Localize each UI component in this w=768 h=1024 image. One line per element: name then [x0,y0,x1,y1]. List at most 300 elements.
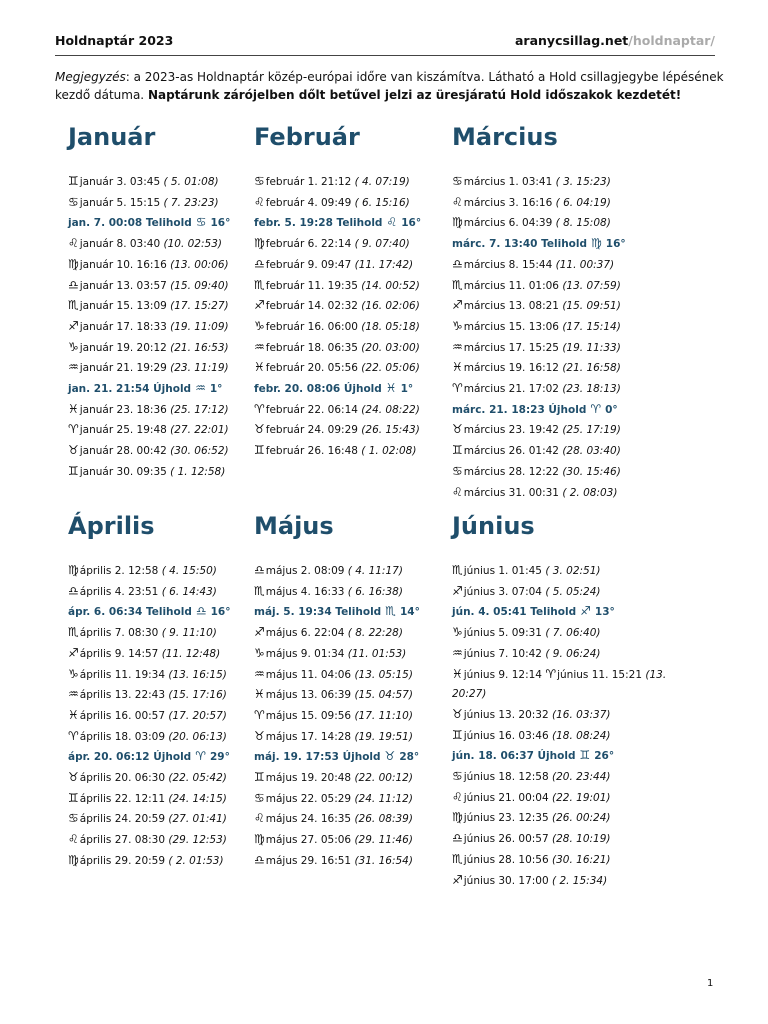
pisces-icon: ♓ [68,707,79,722]
sign-entry-date: január 13. 03:57 [79,279,167,292]
sign-entry-row [452,193,682,214]
sign-entry-row [452,561,682,582]
void-of-course-time: (11. 12:48) [161,647,221,660]
sagittarius-icon: ♐ [68,645,79,660]
sign-entry-date: június 30. 17:00 [463,874,549,887]
void-of-course-time: (17. 11:10) [354,709,413,722]
sign-entry-date: április 16. 00:57 [79,709,166,722]
page-header [55,33,715,56]
sign-entry-date: február 22. 06:14 [265,403,358,416]
note-label: Megjegyzés [55,70,126,84]
sign-entry-date: március 13. 08:21 [463,300,559,313]
sign-entry-date: január 25. 19:48 [79,424,167,437]
sign-entry-date: június 18. 12:58 [463,771,549,784]
phase-degree: 14° [399,606,420,619]
void-of-course-time: (15. 17:16) [168,689,227,702]
void-of-course-time: (19. 11:09) [170,320,229,333]
phase-degree: 16° [210,217,231,230]
pisces-icon: ♓ [68,401,79,416]
sign-entry-row [254,255,484,276]
void-of-course-time: ( 4. 07:19) [354,176,410,188]
void-of-course-time: (29. 11:46) [354,834,413,847]
void-of-course-time: (26. 15:43) [361,424,420,437]
sign-entry-date: március 6. 04:39 [463,217,553,230]
sign-entry-date: január 10. 16:16 [79,258,167,271]
sign-entry-date: május 15. 09:56 [265,709,352,722]
month-may [254,511,484,872]
void-of-course-time: ( 6. 16:38) [347,585,403,598]
libra-icon: ♎ [452,831,463,846]
sign-entry-date: április 18. 03:09 [79,730,166,743]
sign-entry-date: április 20. 06:30 [79,772,166,785]
sign-entry-date: március 17. 15:25 [463,341,559,354]
sign-entry-date: február 14. 02:32 [265,300,358,313]
sign-entry-row [254,809,484,830]
leo-icon: ♌ [452,484,463,499]
void-of-course-time: ( 6. 15:16) [354,196,410,209]
sign-entry-row [254,623,484,644]
sign-entry-date: február 20. 05:56 [265,362,358,375]
month-june [452,511,682,891]
leo-icon: ♌ [386,215,398,230]
sagittarius-icon: ♐ [254,298,265,313]
sign-entry-date: május 2. 08:09 [265,565,345,577]
sign-entry-date: január 15. 13:09 [79,300,167,313]
sign-entry-date: január 3. 03:45 [79,176,161,188]
sign-entry-row [254,789,484,810]
void-of-course-time: (30. 15:46) [562,465,621,478]
aquarius-icon: ♒ [452,645,463,660]
void-of-course-time: ( 6. 04:19) [555,196,611,209]
sign-entry-row [452,788,682,809]
cancer-icon: ♋ [254,174,265,188]
entry-list [254,561,484,872]
gemini-icon: ♊ [254,443,265,458]
pisces-icon: ♓ [254,687,265,702]
sign-entry-row [254,338,484,359]
sign-entry-date: január 19. 20:12 [79,341,167,354]
leo-icon: ♌ [68,832,79,847]
sign-entry-row [452,172,682,193]
phase-degree: 1° [209,383,223,396]
phase-text: ápr. 20. 06:12 Újhold [68,751,192,764]
month-february [254,122,484,462]
virgo-icon: ♍ [68,852,79,867]
cancer-icon: ♋ [452,174,463,188]
scorpio-icon: ♏ [68,298,79,313]
void-of-course-time: (29. 12:53) [168,834,227,847]
taurus-icon: ♉ [68,770,79,785]
void-of-course-time: (20. 03:00) [361,341,420,354]
aquarius-icon: ♒ [68,360,79,375]
phase-text: márc. 7. 13:40 Telihold [452,238,587,251]
leo-icon: ♌ [68,236,79,251]
aries-icon: ♈ [68,422,79,437]
sign-entry-row [254,561,484,582]
sign-entry-date: április 2. 12:58 [79,565,159,577]
void-of-course-time: (26. 00:24) [552,812,611,825]
sign-entry-date: június 28. 10:56 [463,853,549,866]
sign-entry-date: május 19. 20:48 [265,772,352,785]
sign-entry-date: június 9. 12:14 [463,668,542,681]
capricorn-icon: ♑ [452,318,463,333]
aries-icon: ♈ [590,401,602,416]
gemini-icon: ♊ [579,748,591,763]
void-of-course-time: (22. 05:06) [361,362,420,375]
sign-entry-date: március 8. 15:44 [463,258,553,271]
sign-entry-date: január 28. 00:42 [79,445,167,458]
taurus-icon: ♉ [68,443,79,458]
sign-entry-date: június 7. 10:42 [463,647,542,660]
sign-entry-date: május 29. 16:51 [265,854,352,867]
sign-entry-date: február 26. 16:48 [265,445,358,458]
month-march [452,122,682,503]
sign-entry-row [254,420,484,441]
month-title: Június [452,512,535,540]
phase-text: márc. 21. 18:23 Újhold [452,403,587,416]
void-of-course-time: (15. 09:51) [562,300,621,313]
scorpio-icon: ♏ [452,563,463,577]
sign-entry-row [254,582,484,603]
sign-entry-date: január 30. 09:35 [79,465,167,478]
libra-icon: ♎ [254,852,265,867]
sign-entry-date: február 4. 09:49 [265,196,352,209]
sign-entry-date: május 4. 16:33 [265,585,345,598]
sign-entry-row [254,193,484,214]
sign-entry-row [254,851,484,872]
moon-phase-row [254,213,484,234]
void-of-course-time: (25. 17:19) [562,424,621,437]
gemini-icon: ♊ [68,174,79,188]
moon-phase-row [452,602,682,623]
sign-entry-date: március 15. 13:06 [463,320,559,333]
void-of-course-time: (25. 17:12) [170,403,229,416]
sign-entry-date: április 4. 23:51 [79,585,159,598]
void-of-course-time: (24. 11:12) [354,792,413,805]
void-of-course-time: ( 4. 11:17) [347,565,403,577]
leo-icon: ♌ [452,789,463,804]
sign-entry-row [452,623,682,644]
aries-icon: ♈ [545,666,557,681]
sign-entry-date: június 13. 20:32 [463,708,549,721]
void-of-course-time: (13. 00:06) [170,258,229,271]
pisces-icon: ♓ [452,666,463,681]
sign-entry-date: február 16. 06:00 [265,320,358,333]
phase-degree: 28° [399,751,420,764]
void-of-course-time: (17. 20:57) [168,709,227,722]
sign-entry-row [452,644,682,665]
sign-entry-row [254,276,484,297]
sign-entry-row [68,462,298,483]
phase-degree: 16° [605,238,626,251]
pisces-icon: ♓ [452,360,463,375]
virgo-icon: ♍ [591,236,602,251]
void-of-course-time: (18. 05:18) [361,320,420,333]
sign-entry-date: március 21. 17:02 [463,383,559,396]
aquarius-icon: ♒ [68,687,79,702]
phase-text: máj. 5. 19:34 Telihold [254,606,382,619]
sign-entry-date: március 1. 03:41 [463,176,553,188]
void-of-course-time: (16. 02:06) [361,300,420,313]
virgo-icon: ♍ [68,563,79,577]
phase-degree: 29° [209,751,230,764]
cancer-icon: ♋ [68,194,79,209]
sign-entry-date: január 5. 15:15 [79,196,161,209]
aquarius-icon: ♒ [452,339,463,354]
void-of-course-time: (22. 05:42) [168,772,227,785]
aries-icon: ♈ [254,401,265,416]
void-of-course-time: ( 7. 06:40) [545,627,601,640]
sign-entry-date: április 7. 08:30 [79,627,159,640]
sign-entry-row [452,808,682,829]
sign-entry-date: február 11. 19:35 [265,279,358,292]
aries-icon: ♈ [68,728,79,743]
sign-entry-date: január 8. 03:40 [79,238,161,251]
void-of-course-time: (10. 02:53) [163,238,222,251]
sign-entry-date: május 17. 14:28 [265,730,352,743]
month-title: Február [254,123,360,151]
scorpio-icon: ♏ [254,583,265,598]
page-number: 1 [707,978,714,989]
sign-entry-date: május 27. 05:06 [265,834,352,847]
sign-entry-row [254,665,484,686]
capricorn-icon: ♑ [254,318,265,333]
sign-entry-date: március 19. 16:12 [463,362,559,375]
void-of-course-time: ( 1. 12:58) [170,465,226,478]
sign-entry-row [254,685,484,706]
libra-icon: ♎ [254,563,265,577]
scorpio-icon: ♏ [452,851,463,866]
sign-entry-date: április 9. 14:57 [79,647,159,660]
void-of-course-time: (26. 08:39) [354,813,413,826]
sign-entry-date: június 3. 07:04 [463,585,542,598]
void-of-course-time: (13. 05:15) [354,668,413,681]
phase-degree: 26° [594,750,615,763]
sign-entry-date: május 9. 01:34 [265,647,345,660]
void-of-course-time: (14. 00:52) [361,279,420,292]
sign-entry-date: március 23. 19:42 [463,424,559,437]
void-of-course-time: (28. 03:40) [562,445,621,458]
sign-entry-row [452,871,682,892]
void-of-course-time: (11. 00:37) [555,258,615,271]
sign-entry-row [254,768,484,789]
sign-entry-row [452,483,682,504]
phase-degree: 16° [210,606,231,619]
void-of-course-time: (19. 11:33) [562,341,621,354]
void-of-course-time: ( 3. 15:23) [555,176,611,188]
void-of-course-time: ( 5. 05:24) [545,585,601,598]
phase-text: ápr. 6. 06:34 Telihold [68,606,192,619]
sign-entry-date: február 9. 09:47 [265,258,352,271]
sagittarius-icon: ♐ [452,583,463,598]
sign-entry-row [254,317,484,338]
gemini-icon: ♊ [254,770,265,785]
aries-icon: ♈ [195,749,206,764]
void-of-course-time: ( 9. 11:10) [161,627,217,640]
scorpio-icon: ♏ [68,625,79,640]
void-of-course-time: ( 5. 01:08) [163,176,219,188]
sign-entry-date: március 26. 01:42 [463,445,559,458]
sign-entry-row [452,767,682,788]
phase-text: febr. 5. 19:28 Telihold [254,217,383,230]
void-of-course-time: (21. 16:53) [170,341,229,354]
sign-entry-date: március 3. 16:16 [463,196,553,209]
libra-icon: ♎ [452,256,463,271]
aquarius-icon: ♒ [195,381,206,396]
void-of-course-time: (22. 19:01) [552,791,611,804]
moon-phase-row [254,602,484,623]
void-of-course-time: (15. 09:40) [170,279,229,292]
sign-entry-date: május 11. 04:06 [265,668,352,681]
sign-entry-row [254,172,484,193]
aquarius-icon: ♒ [254,339,265,354]
phase-text: jún. 4. 05:41 Telihold [452,606,577,619]
virgo-icon: ♍ [254,832,265,847]
sign-entry-date: április 22. 12:11 [79,792,166,805]
taurus-icon: ♉ [254,422,265,437]
sign-entry-row [254,441,484,462]
void-of-course-time: (24. 14:15) [168,792,227,805]
sign-entry-date: június 21. 00:04 [463,791,549,804]
void-of-course-time: (13. 16:15) [168,668,227,681]
sign-entry-row [452,582,682,603]
void-of-course-time: (30. 06:52) [170,445,229,458]
scorpio-icon: ♏ [254,277,265,292]
capricorn-icon: ♑ [452,625,463,640]
sign-entry-row [452,338,682,359]
gemini-icon: ♊ [452,727,463,742]
sign-entry-date: április 13. 22:43 [79,689,166,702]
leo-icon: ♌ [254,194,265,209]
sign-entry-row [254,234,484,255]
sign-entry-date: február 24. 09:29 [265,424,358,437]
void-of-course-time: ( 4. 15:50) [161,565,217,577]
void-of-course-time: ( 9. 06:24) [545,647,601,660]
moon-phase-row [452,400,682,421]
void-of-course-time: ( 7. 23:23) [163,196,219,209]
void-of-course-time: ( 8. 22:28) [347,627,403,640]
note-text: : a 2023-as Holdnaptár közép-európai időre van kiszámítva. Látható a Hold csillagjegybe lépésének kezdő dátuma. [55,70,724,102]
sign-entry-row [254,830,484,851]
entry-list [452,172,682,503]
sign-entry-row [254,296,484,317]
sign-entry-date: április 24. 20:59 [79,813,166,826]
sign-entry-date: február 18. 06:35 [265,341,358,354]
capricorn-icon: ♑ [68,666,79,681]
sagittarius-icon: ♐ [254,625,265,640]
void-of-course-time: (17. 15:27) [170,300,229,313]
gemini-icon: ♊ [452,443,463,458]
site-domain: aranycsillag.net [515,33,629,48]
libra-icon: ♎ [254,256,265,271]
void-of-course-time: (20. 23:44) [552,771,611,784]
sign-entry-date: május 6. 22:04 [265,627,345,640]
void-of-course-time: ( 6. 14:43) [161,585,217,598]
void-of-course-time: (17. 15:14) [562,320,621,333]
site-link[interactable] [515,33,715,48]
sign-entry-row [452,850,682,871]
phase-degree: 16° [401,217,422,230]
void-of-course-time: (19. 19:51) [354,730,413,743]
sign-entry-row [254,400,484,421]
moon-phase-row [452,746,682,767]
sign-entry-date: február 6. 22:14 [265,238,352,251]
sign-entry-row [254,727,484,748]
sign-entry-row [452,462,682,483]
moon-phase-row [452,234,682,255]
phase-degree: 0° [605,403,618,416]
sign-entry-date: március 11. 01:06 [463,279,559,292]
aries-icon: ♈ [254,707,265,722]
scorpio-icon: ♏ [452,277,463,292]
libra-icon: ♎ [68,277,79,292]
void-of-course-time: ( 9. 07:40) [354,238,410,251]
sign-entry-date: január 17. 18:33 [79,320,167,333]
sagittarius-icon: ♐ [452,298,463,313]
phase-degree: 13° [594,606,615,619]
virgo-icon: ♍ [68,256,79,271]
void-of-course-time: (27. 22:01) [170,424,229,437]
void-of-course-time: (23. 11:19) [170,362,229,375]
sign-entry-date: január 21. 19:29 [79,362,167,375]
sign-entry-row [254,644,484,665]
taurus-icon: ♉ [452,422,463,437]
cancer-icon: ♋ [195,215,207,230]
void-of-course-time: ( 3. 02:51) [545,565,601,577]
sign-entry-date: június 11. 15:21 [557,668,643,681]
sign-entry-row [452,420,682,441]
libra-icon: ♎ [68,583,79,598]
sign-entry-row [452,358,682,379]
cancer-icon: ♋ [254,790,265,805]
void-of-course-time: ( 8. 15:08) [555,217,611,230]
void-of-course-time: (16. 03:37) [552,708,611,721]
libra-icon: ♎ [195,604,207,619]
void-of-course-time: (23. 18:13) [562,383,621,396]
void-of-course-time: ( 2. 01:53) [168,854,224,867]
taurus-icon: ♉ [452,706,463,721]
pisces-icon: ♓ [385,381,397,396]
sign-entry-row [452,379,682,400]
void-of-course-time: (18. 08:24) [552,729,611,742]
cancer-icon: ♋ [452,769,463,784]
sign-entry-date: január 23. 18:36 [79,403,167,416]
sign-entry-row [452,276,682,297]
sign-entry-row [452,726,682,747]
void-of-course-time: (30. 16:21) [552,853,611,866]
void-of-course-time: (22. 00:12) [354,772,413,785]
entry-list [452,561,682,891]
moon-phase-row [254,747,484,768]
page-title: Holdnaptár 2023 [55,33,174,48]
void-of-course-time: (21. 16:58) [562,362,621,375]
sign-entry-date: június 1. 01:45 [463,565,542,577]
void-of-course-time: (31. 16:54) [354,854,413,867]
sign-entry-row [452,296,682,317]
sign-entry-date: április 29. 20:59 [79,854,166,867]
sagittarius-icon: ♐ [580,604,591,619]
void-of-course-time: (11. 17:42) [354,258,414,271]
sagittarius-icon: ♐ [452,872,463,887]
sign-entry-row [452,441,682,462]
month-title: Május [254,512,334,540]
site-path: /holdnaptar/ [628,33,715,48]
sign-entry-date: június 5. 09:31 [463,627,542,640]
moon-phase-row [254,379,484,400]
aquarius-icon: ♒ [254,666,265,681]
taurus-icon: ♉ [384,749,396,764]
note-bold-text: Naptárunk zárójelben dőlt betűvel jelzi az üresjáratú Hold időszakok kezdetét! [147,88,682,102]
